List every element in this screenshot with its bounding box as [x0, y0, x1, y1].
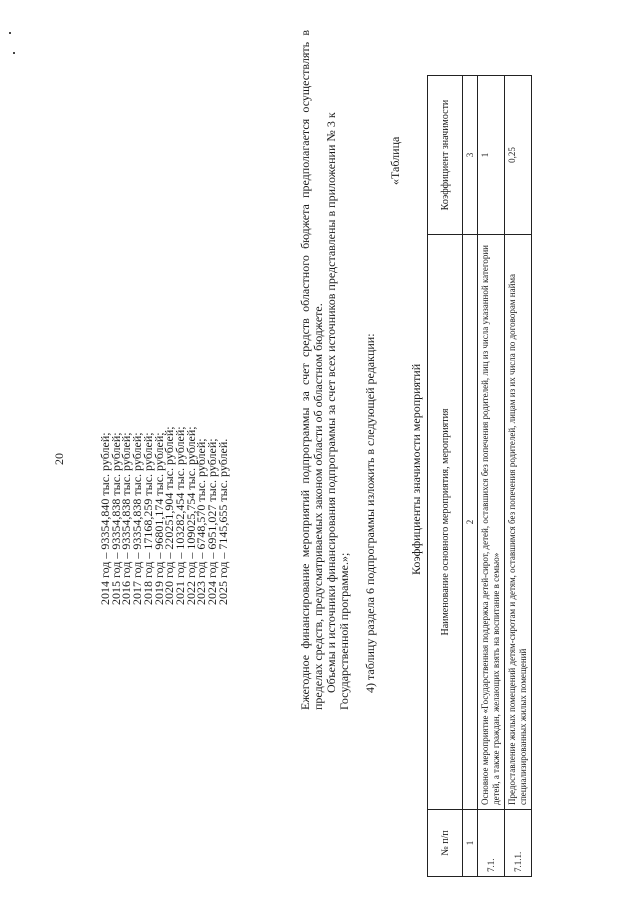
- paragraph-sources-continued: Государственной программе.»;: [337, 552, 351, 710]
- financing-line: 2021 год – 103282,454 тыс. рублей;: [172, 426, 187, 605]
- financing-line: 2025 год – 7145,655 тыс. рублей.: [215, 438, 230, 605]
- financing-line: 2017 год – 93354,838 тыс. рублей;: [130, 432, 145, 605]
- paragraph-annual-financing: Ежегодное финансирование мероприятий подпрограммы за счет средств областного бюджета предполагается осуществлять в пределах средств, предусматриваемых законом области об областном бюджете.: [298, 30, 325, 710]
- financing-line: 2015 год – 93354,838 тыс. рублей;: [108, 432, 123, 605]
- row-coefficient: 1: [478, 76, 505, 235]
- table-row: [478, 76, 505, 877]
- paragraph-sources: Объемы и источники финансирования подпрограммы за счет всех источников представлены в приложении № 3 к: [324, 112, 338, 693]
- paragraph-item-4: 4) таблицу раздела 6 подпрограммы изложить в следующей редакции:: [363, 333, 377, 693]
- column-number: 1: [463, 810, 478, 877]
- financing-line: 2016 год – 93354,838 тыс. рублей;: [119, 432, 134, 605]
- header-number: № п/п: [428, 810, 463, 877]
- financing-line: 2014 год – 93354,840 тыс. рублей;: [98, 432, 112, 605]
- page-number: 20: [52, 453, 66, 465]
- financing-line: 2018 год – 17168,259 тыс. рублей;: [140, 432, 155, 605]
- header-name: Наименование основного мероприятия, мероприятия: [428, 235, 463, 810]
- row-coefficient: 0,25: [505, 76, 532, 235]
- table-caption: Коэффициенты значимости мероприятий: [409, 363, 423, 575]
- financing-lines: [100, 426, 228, 605]
- table-row: [505, 76, 532, 877]
- table-header-row: [428, 76, 463, 877]
- financing-line: 2019 год – 96801,174 тыс. рублей;: [151, 432, 166, 605]
- significance-table: [427, 75, 532, 877]
- financing-line: 2020 год – 220251,904 тыс. рублей;: [162, 426, 177, 605]
- row-name: Основное мероприятие «Государственная поддержка детей-сирот, детей, оставшихся без попечения родителей, лиц из числа указанной категории детей, а также граждан, желающих взять на воспитание в семью»: [478, 235, 505, 810]
- row-number: 7.1.: [478, 810, 505, 877]
- column-number: 2: [463, 235, 478, 810]
- row-number: 7.1.1.: [505, 810, 532, 877]
- table-tag: «Таблица: [388, 136, 402, 185]
- financing-line: 2022 год – 109025,754 тыс. рублей;: [183, 426, 198, 605]
- financing-line: 2024 год – 6951,027 тыс. рублей;: [205, 438, 220, 605]
- financing-line: 2023 год – 6748,570 тыс. рублей;: [194, 438, 209, 605]
- row-name: Предоставление жилых помещений детям-сиротам и детям, оставшимся без попечения родителей, лицам из их числа по договорам найма специализированных жилых помещений: [505, 235, 532, 810]
- table-column-numbers-row: [463, 76, 478, 877]
- header-coefficient: Коэффициент значимости: [428, 76, 463, 235]
- column-number: 3: [463, 76, 478, 235]
